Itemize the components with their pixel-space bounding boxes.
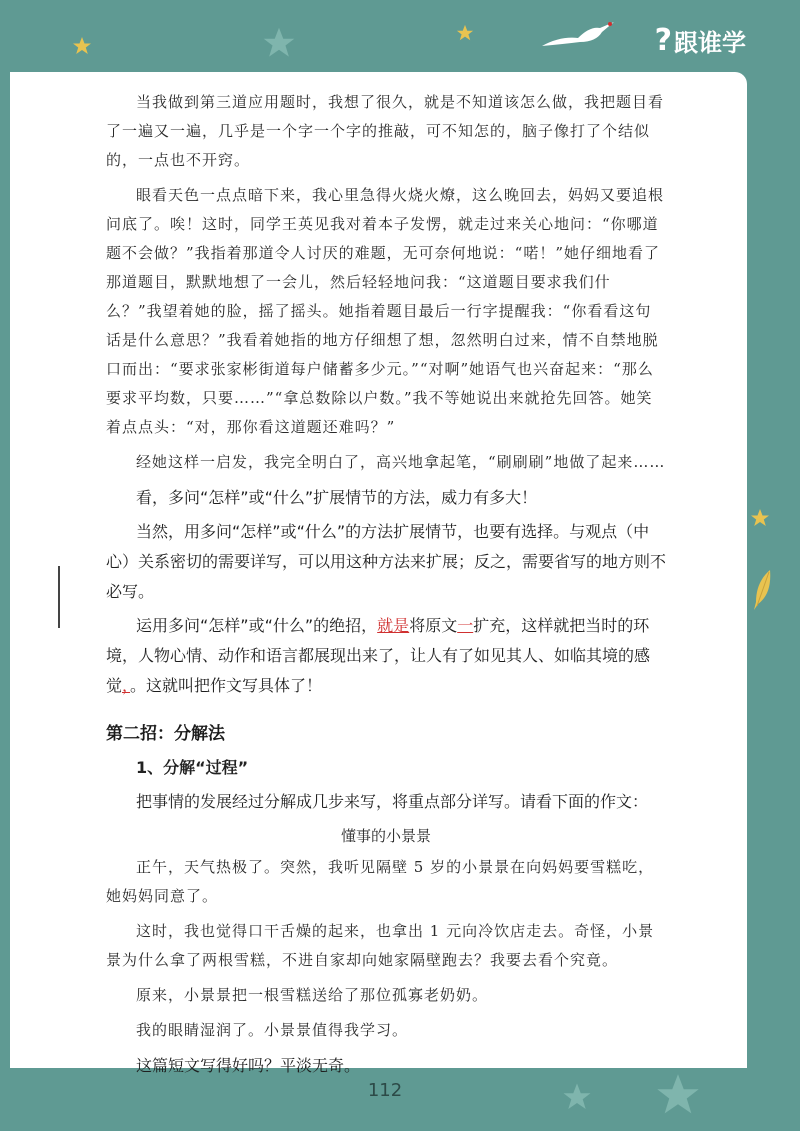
paragraph: 把事情的发展经过分解成几步来写，将重点部分详写。请看下面的作文： xyxy=(136,792,649,811)
paragraph: 看，多问“怎样”或“什么”扩展情节的方法，威力有多大！ xyxy=(136,488,538,507)
feather-icon xyxy=(752,568,774,612)
paragraph: 眼看天色一点点暗下来，我心里急得火烧火燎，这么晚回去，妈妈又要追根问底了。唉！这时，同学王英见我对着本子发愣，就走过来关心地问：“你哪道题不会做？”我指着那道令人讨厌的难题，无可奈何地说：“喏！”她仔细地看了那道题目，默默地想了一会儿，然后轻轻地问我：“这道题目要求我们什么？”我望着她的脸，摇了摇头。她指着题目最后一行字提醒我：“你看看这句话是什么意思？”我看着她指的地方仔细想了想，忽然明白过来，情不自禁地脱口而出：“要求张家彬街道每户储蓄多少元。”“对啊”她语气也兴奋起来：“那么要求平均数，只要……”“拿总数除以户数。”我不等她说出来就抢先回答。她笑着点点头：“对，那你看这道题还难吗？” xyxy=(106,186,665,436)
star-icon xyxy=(72,36,92,56)
edit-mark: ， xyxy=(122,676,131,695)
edit-mark: 一 xyxy=(457,616,474,635)
star-icon xyxy=(562,1082,592,1112)
text-run: 扩充，这样就把当时的环境，人物心情、动作和语言都展现出来了，让人有了如见其人、如临其境的感觉 xyxy=(106,616,651,695)
paragraph: 当然，用多问“怎样”或“什么”的方法扩展情节，也要有选择。与观点（中心）关系密切的需要详写，可以用这种方法来扩展；反之，需要省写的地方则不必写。 xyxy=(106,522,667,601)
paragraph: 我的眼睛湿润了。小景景值得我学习。 xyxy=(136,1021,409,1039)
text-run: 将原文 xyxy=(409,616,458,635)
paragraph: 这时，我也觉得口干舌燥的起来，也拿出 1 元向冷饮店走去。奇怪，小景景为什么拿了两根雪糕，不进自家却向她家隔壁跑去？我要去看个究竟。 xyxy=(106,922,655,969)
brand-logo xyxy=(655,23,746,58)
text-run: 。这就叫把作文写具体了！ xyxy=(130,676,323,695)
paragraph: 经她这样一启发，我完全明白了，高兴地拿起笔，“刷刷刷”地做了起来…… xyxy=(136,453,666,471)
star-icon xyxy=(456,24,474,42)
paragraph: 正午，天气热极了。突然，我听见隔壁 5 岁的小景景在向妈妈要雪糕吃，她妈妈同意了。 xyxy=(106,858,655,905)
paragraph: 原来，小景景把一根雪糕送给了那位孤寡老奶奶。 xyxy=(136,986,489,1004)
right-margin-strip xyxy=(747,72,800,1068)
section-heading: 第二招：分解法 xyxy=(106,724,225,744)
text-run: 运用多问“怎样”或“什么”的绝招， xyxy=(136,616,378,635)
crane-icon xyxy=(540,18,616,52)
paragraph-with-edits xyxy=(106,611,666,701)
edit-mark: 就是 xyxy=(377,616,410,635)
page-content xyxy=(106,88,666,1085)
page-number: 112 xyxy=(367,1080,403,1101)
subsection-heading: 1、分解“过程” xyxy=(136,758,249,777)
header-band xyxy=(0,0,800,72)
paragraph: 这篇短文写得好吗？平淡无奇。 xyxy=(136,1056,361,1075)
essay-title: 懂事的小景景 xyxy=(340,827,431,845)
star-icon xyxy=(750,508,770,528)
paragraph: 当我做到第三道应用题时，我想了很久，就是不知道该怎么做，我把题目看了一遍又一遍，几乎是一个字一个字的推敲，可不知怎的，脑子像打了个结似的，一点也不开窍。 xyxy=(106,93,665,169)
star-icon xyxy=(262,26,296,60)
question-mark-icon: ? xyxy=(654,23,672,58)
brand-text: 跟谁学 xyxy=(674,29,746,57)
revision-bar xyxy=(58,566,60,628)
star-icon xyxy=(655,1072,701,1118)
